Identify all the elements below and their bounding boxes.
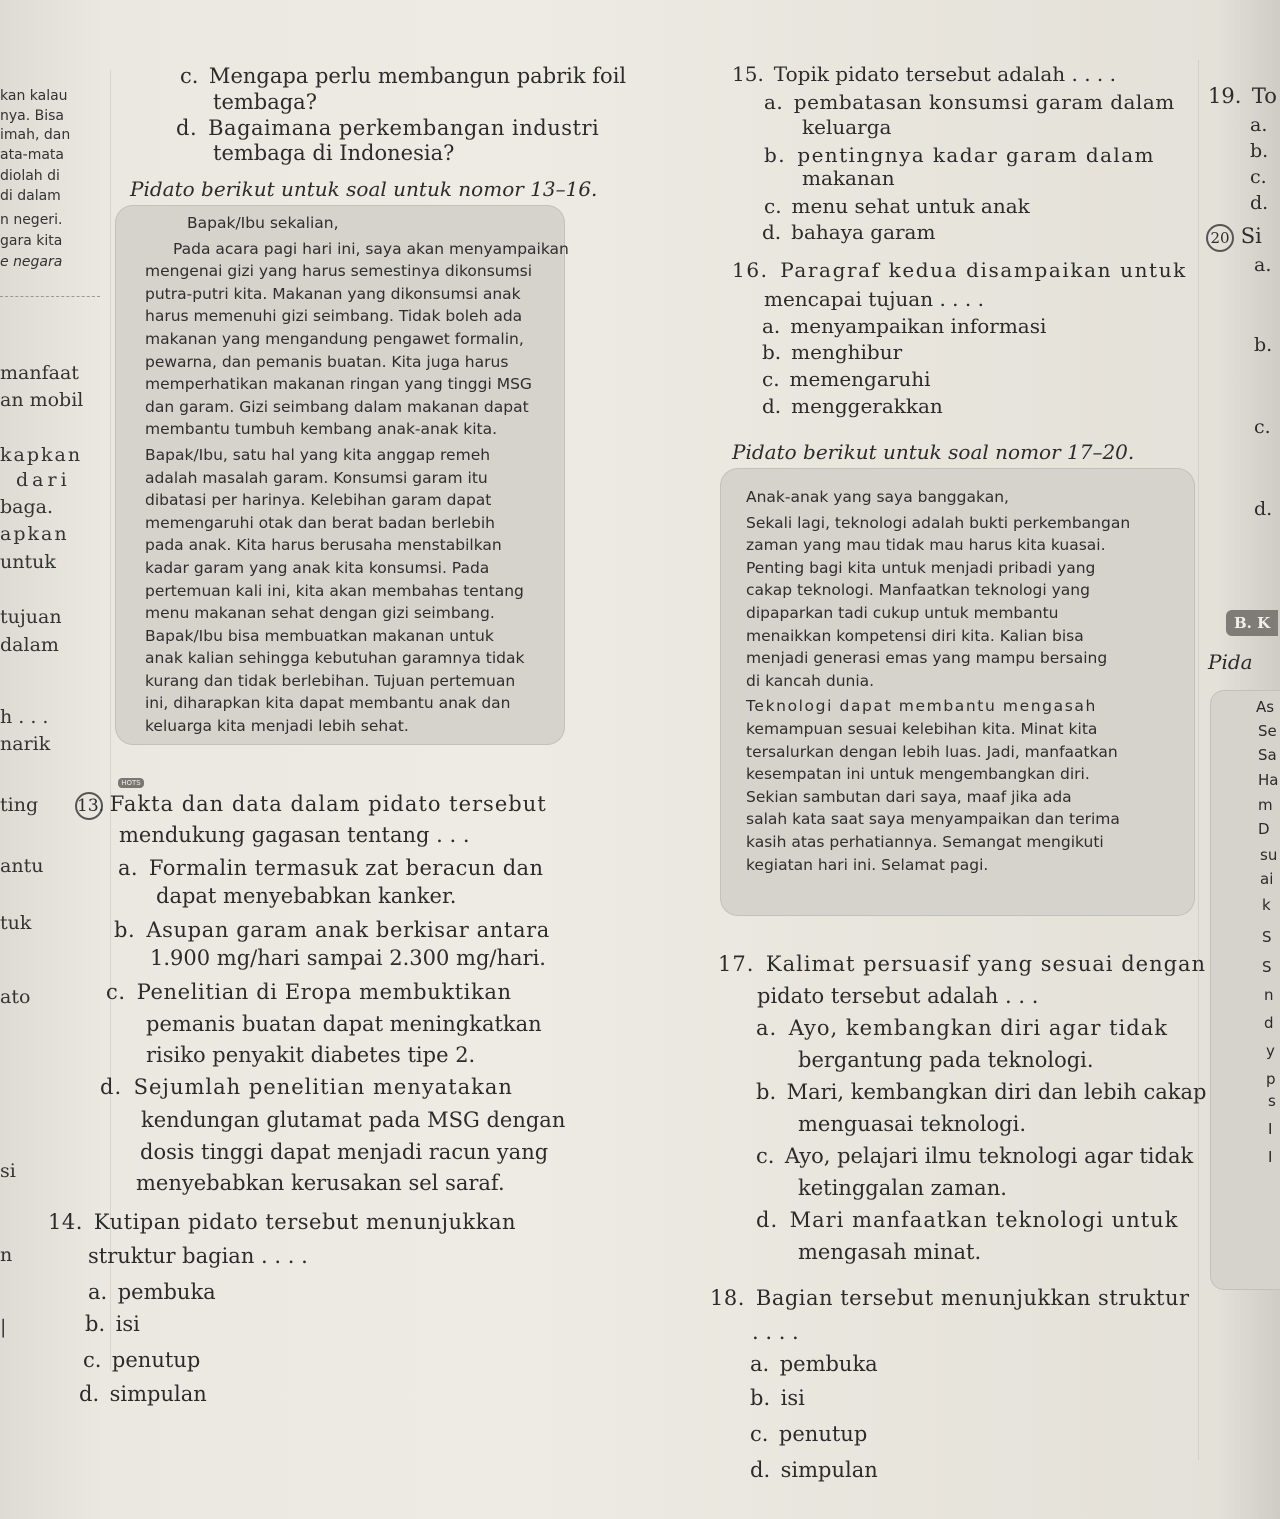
question-12d-cont: tembaga di Indonesia?: [213, 141, 455, 165]
left-fragment: manfaat: [0, 362, 79, 384]
option-13d: d. Sejumlah penelitian menyatakan: [100, 1075, 513, 1099]
left-fragment: tujuan: [0, 606, 62, 628]
option-15b-cont: makanan: [802, 166, 895, 190]
right-fragment: d.: [1254, 498, 1273, 520]
right-fragment: I: [1268, 1148, 1273, 1166]
option-14d: d. simpulan: [79, 1382, 207, 1406]
speech-line: Sekali lagi, teknologi adalah bukti perkembangan: [746, 513, 1131, 532]
question-12c: c. Mengapa perlu membangun pabrik foil: [180, 64, 627, 88]
right-fragment: Sa: [1258, 746, 1277, 764]
option-18d: d. simpulan: [750, 1458, 878, 1482]
speech-line: cakap teknologi. Manfaatkan teknologi yang: [746, 581, 1090, 600]
section-heading-17-20: Pidato berikut untuk soal nomor 17–20.: [732, 440, 1135, 464]
right-fragment: s: [1268, 1092, 1276, 1110]
option-17c: c. Ayo, pelajari ilmu teknologi agar tidak: [756, 1144, 1194, 1168]
speech-line: menaikkan kompetensi diri kita. Kalian bisa: [746, 626, 1084, 645]
left-fragment: narik: [0, 733, 51, 755]
option-18b: b. isi: [750, 1386, 805, 1410]
right-fragment: d.: [1250, 192, 1269, 214]
right-fragment: a.: [1250, 114, 1268, 136]
left-fragment: gara kita: [0, 233, 63, 249]
speech-line: anak kalian sehingga kebutuhan garamnya tidak: [145, 649, 525, 668]
right-fragment: As: [1256, 698, 1275, 716]
option-14b: b. isi: [85, 1312, 140, 1336]
option-15a-cont: keluarga: [802, 115, 892, 139]
speech-line: kurang dan tidak berlebihan. Tujuan pertemuan: [145, 671, 516, 690]
left-fragment: ata-mata: [0, 147, 64, 163]
right-fragment: Ha: [1258, 771, 1279, 789]
option-17a: a. Ayo, kembangkan diri agar tidak: [756, 1016, 1168, 1040]
option-15c: c. menu sehat untuk anak: [764, 194, 1030, 218]
speech-line: membantu tumbuh kembang anak-anak kita.: [145, 420, 498, 439]
right-heading-fragment: Pida: [1208, 650, 1253, 674]
right-fragment: c.: [1250, 166, 1267, 188]
right-fragment: I: [1268, 1120, 1273, 1138]
left-fragment: |: [0, 1316, 7, 1338]
left-fragment: ato: [0, 986, 31, 1008]
question-17: 17. Kalimat persuasif yang sesuai dengan: [718, 952, 1207, 976]
left-fragment: antu: [0, 855, 44, 877]
question-15: 15. Topik pidato tersebut adalah . . . .: [732, 62, 1116, 86]
question-13-cont: mendukung gagasan tentang . . .: [119, 823, 470, 847]
right-fragment: d: [1264, 1014, 1274, 1032]
right-fragment: S: [1262, 928, 1272, 946]
speech-line: kadar garam yang anak kita konsumsi. Pada: [145, 558, 490, 577]
right-fragment: ai: [1260, 870, 1274, 888]
left-fragment: n negeri.: [0, 212, 63, 228]
left-fragment: baga.: [0, 496, 54, 518]
question-14: 14. Kutipan pidato tersebut menunjukkan: [48, 1210, 516, 1234]
option-15d: d. bahaya garam: [762, 220, 936, 244]
question-number-circle: 20: [1206, 224, 1234, 252]
right-fragment: c.: [1254, 416, 1271, 438]
option-14c: c. penutup: [83, 1348, 201, 1372]
speech-line: di kancah dunia.: [746, 671, 875, 690]
speech-line: dibatasi per harinya. Kelebihan garam dapat: [145, 491, 492, 510]
question-12d: d. Bagaimana perkembangan industri: [176, 116, 600, 140]
speech-line: ini, diharapkan kita dapat membantu anak dan: [145, 694, 511, 713]
option-16d: d. menggerakkan: [762, 394, 943, 418]
option-17d: d. Mari manfaatkan teknologi untuk: [756, 1208, 1179, 1232]
speech-line: tersalurkan dengan lebih luas. Jadi, manfaatkan: [746, 742, 1118, 761]
option-17d-cont: mengasah minat.: [798, 1240, 982, 1264]
option-17b-cont: menguasai teknologi.: [798, 1112, 1026, 1136]
left-fragment: e negara: [0, 254, 63, 270]
speech-line: pada anak. Kita harus berusaha menstabilkan: [145, 536, 502, 555]
right-fragment: n: [1264, 986, 1274, 1004]
left-fragment: kan kalau: [0, 88, 68, 104]
left-fragment: ting: [0, 794, 39, 816]
right-fragment: Se: [1258, 722, 1277, 740]
speech-line: kemampuan sesuai kelebihan kita. Minat kita: [746, 719, 1098, 738]
left-fragment: imah, dan: [0, 127, 71, 143]
right-fragment: su: [1260, 846, 1278, 864]
speech-line: dan garam. Gizi seimbang dalam makanan dapat: [145, 397, 529, 416]
speech-line: keluarga kita menjadi lebih sehat.: [145, 717, 409, 736]
right-fragment: b.: [1250, 140, 1269, 162]
option-13c-cont2: risiko penyakit diabetes tipe 2.: [146, 1043, 476, 1067]
speech-line: Bapak/Ibu sekalian,: [187, 214, 339, 232]
speech-line: memengaruhi otak dan berat badan berlebih: [145, 513, 495, 532]
section-heading-13-16: Pidato berikut untuk soal untuk nomor 13–16.: [130, 177, 598, 201]
left-fragment: tuk: [0, 912, 32, 934]
right-fragment: S: [1262, 958, 1272, 976]
left-fragment: apkan: [0, 523, 69, 545]
question-20-text: Si: [1240, 224, 1262, 248]
left-fragment: dalam: [0, 634, 59, 656]
speech-line: Bapak/Ibu bisa membuatkan makanan untuk: [145, 626, 494, 645]
question-13-text: Fakta dan data dalam pidato tersebut: [109, 792, 547, 816]
speech-line: Penting bagi kita untuk menjadi pribadi yang: [746, 558, 1096, 577]
option-13c: c. Penelitian di Eropa membuktikan: [106, 980, 512, 1004]
speech-line: pertemuan kali ini, kita akan membahas tentang: [145, 581, 524, 600]
question-17-cont: pidato tersebut adalah . . .: [757, 984, 1039, 1008]
speech-line: putra-putri kita. Makanan yang dikonsumsi anak: [145, 284, 521, 303]
right-fragment: p: [1266, 1070, 1276, 1088]
option-13d-cont2: dosis tinggi dapat menjadi racun yang: [140, 1140, 549, 1164]
speech-box-2-text: [746, 486, 1130, 876]
question-12c-cont: tembaga?: [213, 90, 317, 114]
speech-line: Pada acara pagi hari ini, saya akan menyampaikan: [173, 239, 569, 258]
left-fragment: diolah di: [0, 168, 60, 184]
left-fragment: an mobil: [0, 389, 84, 411]
right-fragment: a.: [1254, 254, 1272, 276]
speech-line: Anak-anak yang saya banggakan,: [746, 488, 1009, 506]
speech-line: salah kata saat saya menyampaikan dan terima: [746, 810, 1120, 829]
option-14a: a. pembuka: [88, 1280, 216, 1304]
right-fragment: k: [1262, 896, 1271, 914]
option-13d-cont3: menyebabkan kerusakan sel saraf.: [136, 1171, 505, 1195]
option-13c-cont: pemanis buatan dapat meningkatkan: [146, 1012, 542, 1036]
right-fragment: D: [1258, 820, 1270, 838]
option-16b: b. menghibur: [762, 340, 903, 364]
left-fragment: n: [0, 1244, 13, 1266]
speech-line: Sekian sambutan dari saya, maaf jika ada: [746, 787, 1072, 806]
question-number-circle: 13.: [75, 792, 103, 820]
speech-line: memperhatikan makanan ringan yang tinggi MSG: [145, 375, 532, 394]
question-19-fragment: 19. To: [1208, 84, 1277, 108]
speech-line: harus memenuhi gizi seimbang. Tidak boleh ada: [145, 307, 523, 326]
speech-line: makanan yang mengandung pengawet formalin,: [145, 329, 524, 348]
speech-line: adalah masalah garam. Konsumsi garam itu: [145, 468, 488, 487]
speech-line: zaman yang mau tidak mau harus kita kuasai.: [746, 536, 1106, 555]
question-20-fragment: [1206, 224, 1262, 252]
speech-line: pewarna, dan pemanis buatan. Kita juga harus: [145, 352, 509, 371]
right-fragment: m: [1258, 796, 1273, 814]
speech-line: menu makanan sehat dengan gizi seimbang.: [145, 604, 495, 623]
option-13b-cont: 1.900 mg/hari sampai 2.300 mg/hari.: [150, 946, 546, 970]
left-fragment: di dalam: [0, 188, 61, 204]
option-17c-cont: ketinggalan zaman.: [798, 1176, 1007, 1200]
option-17b: b. Mari, kembangkan diri dan lebih cakap: [756, 1080, 1207, 1104]
question-16-cont: mencapai tujuan . . . .: [764, 287, 984, 311]
speech-line: Bapak/Ibu, satu hal yang kita anggap remeh: [145, 445, 491, 464]
option-13a: a. Formalin termasuk zat beracun dan: [118, 856, 544, 880]
question-16: 16. Paragraf kedua disampaikan untuk: [732, 258, 1187, 282]
speech-line: Teknologi dapat membantu mengasah: [746, 697, 1097, 716]
left-fragment: nya. Bisa: [0, 108, 65, 124]
option-18c: c. penutup: [750, 1422, 868, 1446]
section-b-label: B. K: [1226, 610, 1278, 636]
option-16c: c. memengaruhi: [762, 367, 931, 391]
question-18-cont: . . . .: [752, 1320, 799, 1344]
right-fragment: y: [1266, 1042, 1275, 1060]
left-fragment: dari: [16, 469, 71, 491]
option-18a: a. pembuka: [750, 1352, 878, 1376]
option-13b: b. Asupan garam anak berkisar antara: [114, 918, 550, 942]
speech-line: mengenai gizi yang harus semestinya dikonsumsi: [145, 262, 533, 281]
left-fragment: si: [0, 1160, 16, 1182]
right-fragment: b.: [1254, 334, 1273, 356]
left-dashed-rule: [0, 296, 100, 297]
speech-line: kasih atas perhatiannya. Semangat mengikuti: [746, 832, 1104, 851]
speech-line: menjadi generasi emas yang mampu bersaing: [746, 649, 1108, 668]
question-14-cont: struktur bagian . . . .: [88, 1244, 308, 1268]
speech-box-1-text: [145, 212, 569, 738]
option-13d-cont: kendungan glutamat pada MSG dengan: [141, 1108, 566, 1132]
left-fragment: h . . .: [0, 706, 49, 728]
left-column-divider: [110, 70, 111, 1370]
left-fragment: kapkan: [0, 444, 83, 466]
option-15a: a. pembatasan konsumsi garam dalam: [764, 90, 1175, 114]
option-15b: b. pentingnya kadar garam dalam: [764, 143, 1155, 167]
left-fragment: untuk: [0, 551, 56, 573]
question-18: 18. Bagian tersebut menunjukkan struktur: [710, 1286, 1190, 1310]
option-16a: a. menyampaikan informasi: [762, 314, 1047, 338]
speech-line: kesempatan ini untuk mengembangkan diri.: [746, 765, 1090, 784]
speech-line: dipaparkan tadi cukup untuk membantu: [746, 603, 1059, 622]
option-13a-cont: dapat menyebabkan kanker.: [156, 884, 457, 908]
right-column-divider: [1198, 60, 1199, 1460]
question-13: [75, 792, 547, 820]
option-17a-cont: bergantung pada teknologi.: [798, 1048, 1094, 1072]
hots-badge: HOTS: [118, 778, 144, 788]
speech-line: kegiatan hari ini. Selamat pagi.: [746, 855, 989, 874]
